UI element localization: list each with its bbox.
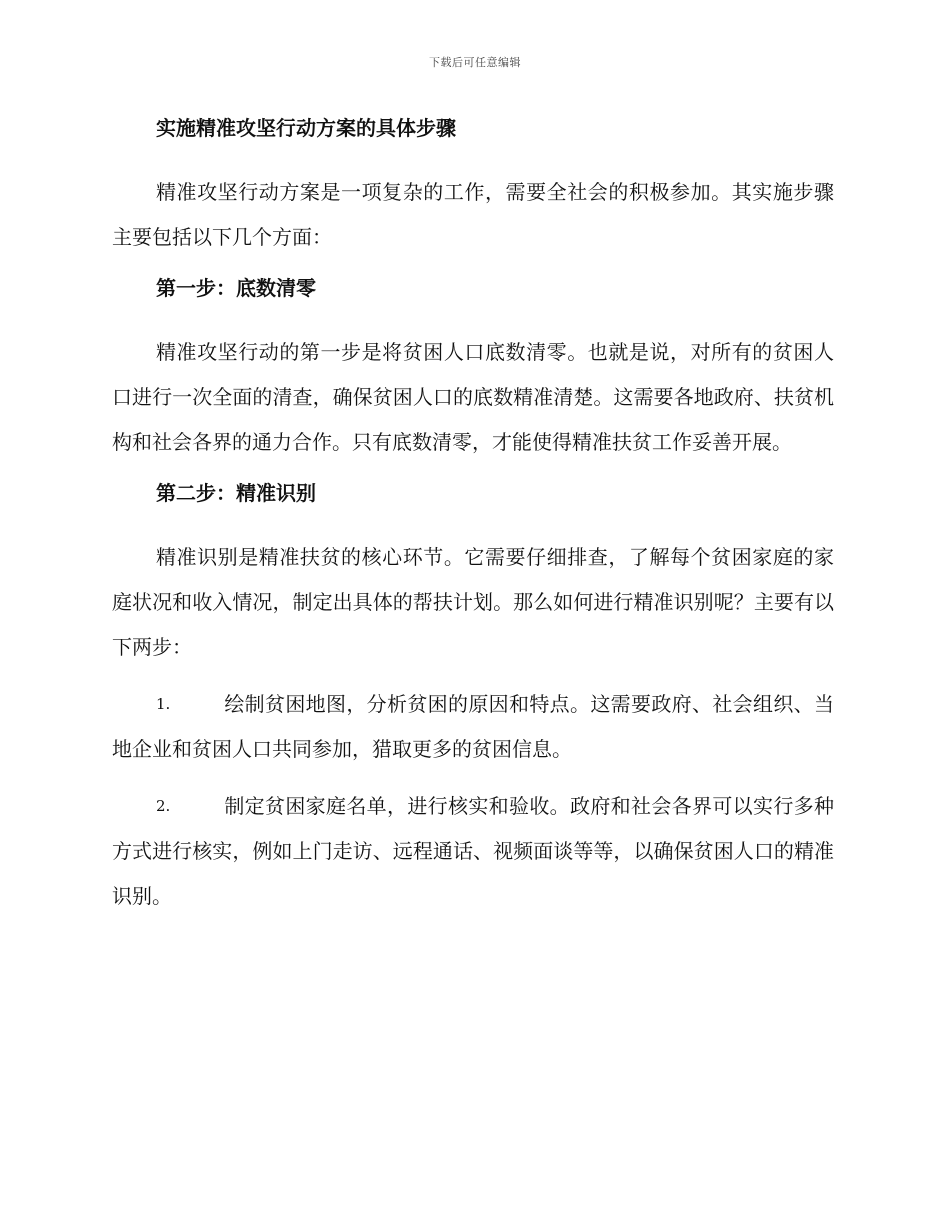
step2-paragraph: 精准识别是精准扶贫的核心环节。它需要仔细排查，了解每个贫困家庭的家庭状况和收入情况，制定出具体的帮扶计划。那么如何进行精准识别呢？主要有以下两步： <box>112 545 834 659</box>
step1-heading: 第一步：底数清零 <box>156 276 316 300</box>
step1-paragraph: 精准攻坚行动的第一步是将贫困人口底数清零。也就是说，对所有的贫困人口进行一次全面的清查，确保贫困人口的底数精准清楚。这需要各地政府、扶贫机构和社会各界的通力合作。只有底数清零，才能使得精准扶贫工作妥善开展。 <box>112 340 834 454</box>
intro-paragraph: 精准攻坚行动方案是一项复杂的工作，需要全社会的积极参加。其实施步骤主要包括以下几个方面： <box>112 180 834 249</box>
step2-heading: 第二步：精准识别 <box>156 481 316 505</box>
list-item <box>112 784 834 919</box>
page-header-note: 下载后可任意编辑 <box>429 56 521 69</box>
list-item <box>112 682 834 772</box>
list-item-number: 2. <box>156 797 171 815</box>
document-body <box>112 112 834 931</box>
list-item-text: 绘制贫困地图，分析贫困的原因和特点。这需要政府、社会组织、当地企业和贫困人口共同参加，猎取更多的贫困信息。 <box>112 692 834 761</box>
list-item-number: 1. <box>156 695 171 713</box>
list-item-text: 制定贫困家庭名单，进行核实和验收。政府和社会各界可以实行多种方式进行核实，例如上门走访、远程通话、视频面谈等等，以确保贫困人口的精准识别。 <box>112 794 834 908</box>
document-title: 实施精准攻坚行动方案的具体步骤 <box>156 116 456 140</box>
